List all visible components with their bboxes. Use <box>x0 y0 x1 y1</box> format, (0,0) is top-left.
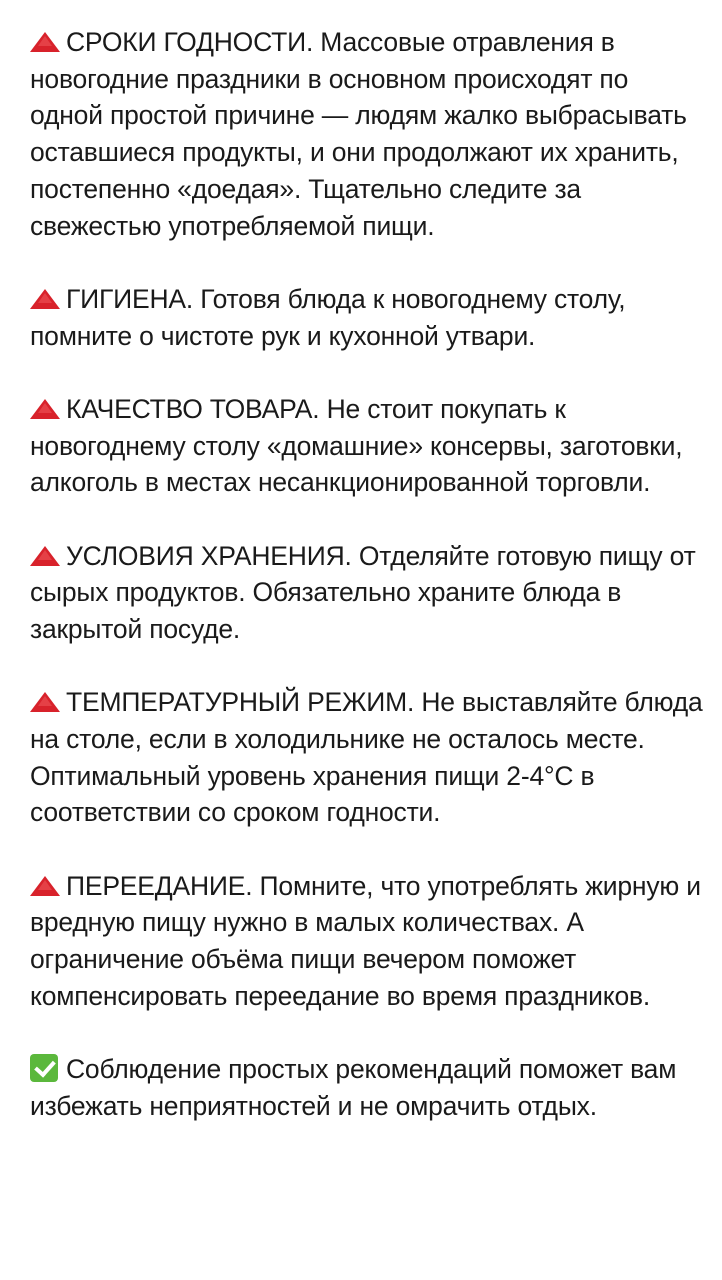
paragraph-text: КАЧЕСТВО ТОВАРА. Не стоит покупать к новогоднему столу «домашние» консервы, заготовки, алкоголь в местах несанкционированной торговли. <box>30 393 683 498</box>
paragraph-temperature <box>30 684 706 831</box>
paragraph-text: ГИГИЕНА. Готовя блюда к новогоднему столу, помните о чистоте рук и кухонной утвари. <box>30 283 626 351</box>
paragraph-text: УСЛОВИЯ ХРАНЕНИЯ. Отделяйте готовую пищу от сырых продуктов. Обязательно храните блюда в закрытой посуде. <box>30 540 696 644</box>
paragraph-text: Соблюдение простых рекомендаций поможет вам избежать неприятностей и не омрачить отдых. <box>30 1054 677 1121</box>
paragraph-text: ТЕМПЕРАТУРНЫЙ РЕЖИМ. Не выставляйте блюда на столе, если в холодильнике не осталось месте. Оптимальный уровень хранения пищи 2-4°С в соответствии со сроком годности. <box>30 687 703 828</box>
paragraph-conclusion <box>30 1051 706 1124</box>
paragraph-storage-conditions <box>30 538 706 648</box>
warning-triangle-icon <box>30 876 60 896</box>
warning-triangle-icon <box>30 692 60 712</box>
warning-triangle-icon <box>30 289 60 309</box>
paragraph-shelf-life <box>30 24 706 244</box>
warning-triangle-icon <box>30 546 60 566</box>
warning-triangle-icon <box>30 399 60 419</box>
paragraph-hygiene <box>30 281 706 354</box>
paragraph-text: ПЕРЕЕДАНИЕ. Помните, что употреблять жирную и вредную пищу нужно в малых количествах. А ограничение объёма пищи вечером поможет компенсировать переедание во время праздников. <box>30 870 701 1011</box>
paragraph-text: СРОКИ ГОДНОСТИ. Массовые отравления в новогодние праздники в основном происходят по одной простой причине — людям жалко выбрасывать оставшиеся продукты, и они продолжают их хранить, постепенно «доедая». Тщательно следите за свежестью употребляемой пищи. <box>30 27 687 241</box>
check-mark-icon <box>30 1054 58 1082</box>
warning-triangle-icon <box>30 32 60 52</box>
paragraph-product-quality <box>30 391 706 501</box>
post-text <box>30 24 706 1161</box>
paragraph-overeating <box>30 868 706 1015</box>
